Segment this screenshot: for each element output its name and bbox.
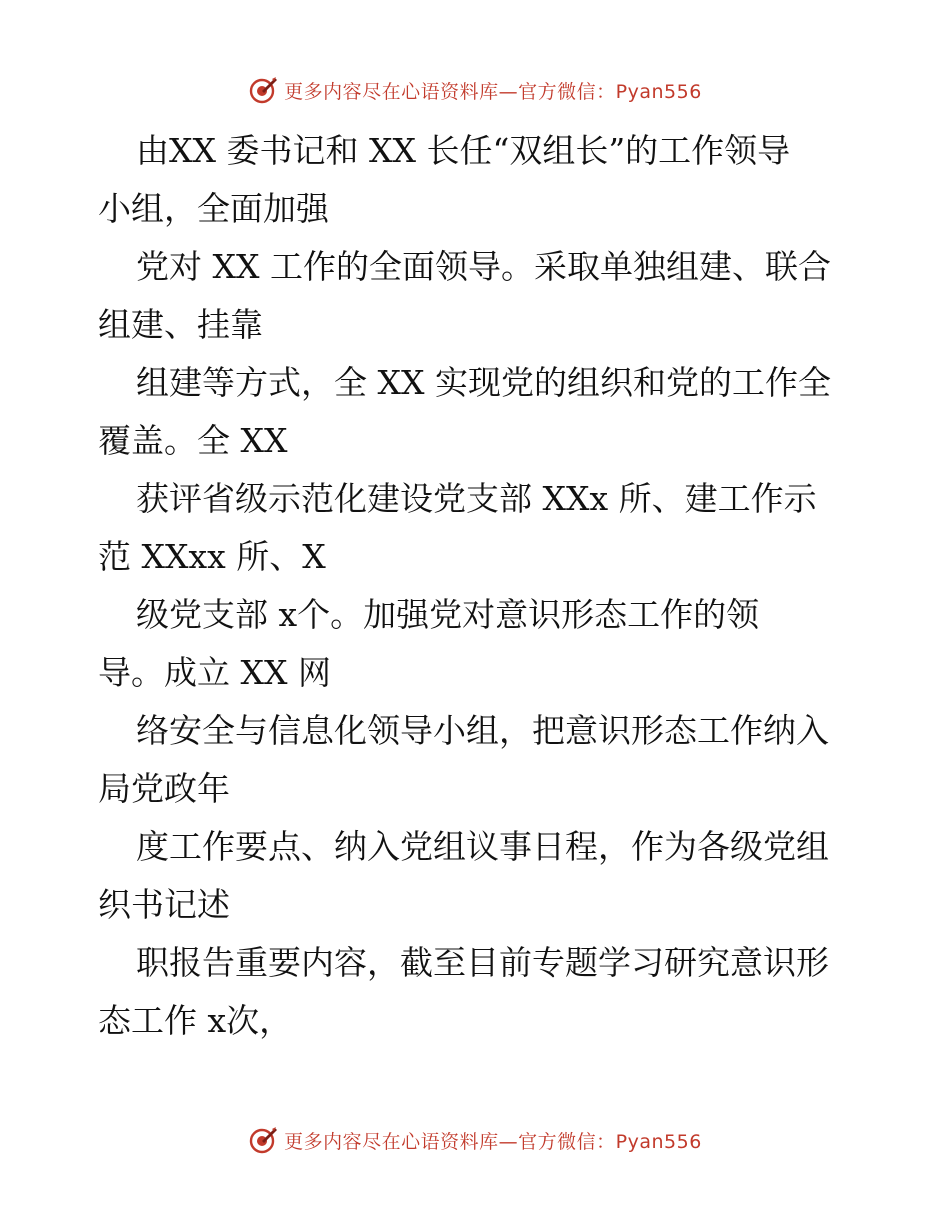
paragraph-line: 组建等方式，全 XX 实现党的组织和党的工作全	[136, 363, 831, 402]
paragraph-line: 获评省级示范化建设党支部 XXx 所、建工作示	[136, 479, 817, 518]
quill-seal-icon	[248, 75, 278, 105]
document-body	[98, 122, 858, 1050]
paragraph	[98, 122, 858, 238]
paragraph-line: 覆盖。全 XX	[98, 421, 288, 460]
paragraph	[98, 818, 858, 934]
paragraph-line: 由XX 委书记和 XX 长任“双组长”的工作领导	[136, 131, 791, 170]
footer-watermark	[0, 1120, 950, 1160]
watermark-text: 更多内容尽在心语资料库—官方微信：Pyan556	[284, 1130, 702, 1153]
paragraph-line: 职报告重要内容，截至目前专题学习研究意识形	[136, 943, 829, 982]
paragraph-line: 局党政年	[98, 769, 230, 808]
paragraph-line: 度工作要点、纳入党组议事日程，作为各级党组	[136, 827, 829, 866]
paragraph-line: 态工作 x次，	[98, 1001, 293, 1040]
paragraph	[98, 702, 858, 818]
paragraph-line: 党对 XX 工作的全面领导。采取单独组建、联合	[136, 247, 831, 286]
paragraph-line: 导。成立 XX 网	[98, 653, 331, 692]
paragraph-line: 级党支部 x个。加强党对意识形态工作的领	[136, 595, 760, 634]
paragraph	[98, 238, 858, 354]
watermark-text: 更多内容尽在心语资料库—官方微信：Pyan556	[284, 80, 702, 103]
quill-seal-icon	[248, 1125, 278, 1155]
header-watermark	[0, 70, 950, 110]
paragraph-line: 小组，全面加强	[98, 189, 329, 228]
paragraph	[98, 934, 858, 1050]
paragraph-line: 组建、挂靠	[98, 305, 263, 344]
paragraph-line: 络安全与信息化领导小组，把意识形态工作纳入	[136, 711, 829, 750]
paragraph	[98, 354, 858, 470]
paragraph-line: 范 XXxx 所、X	[98, 537, 326, 576]
paragraph	[98, 470, 858, 586]
paragraph	[98, 586, 858, 702]
paragraph-line: 织书记述	[98, 885, 230, 924]
